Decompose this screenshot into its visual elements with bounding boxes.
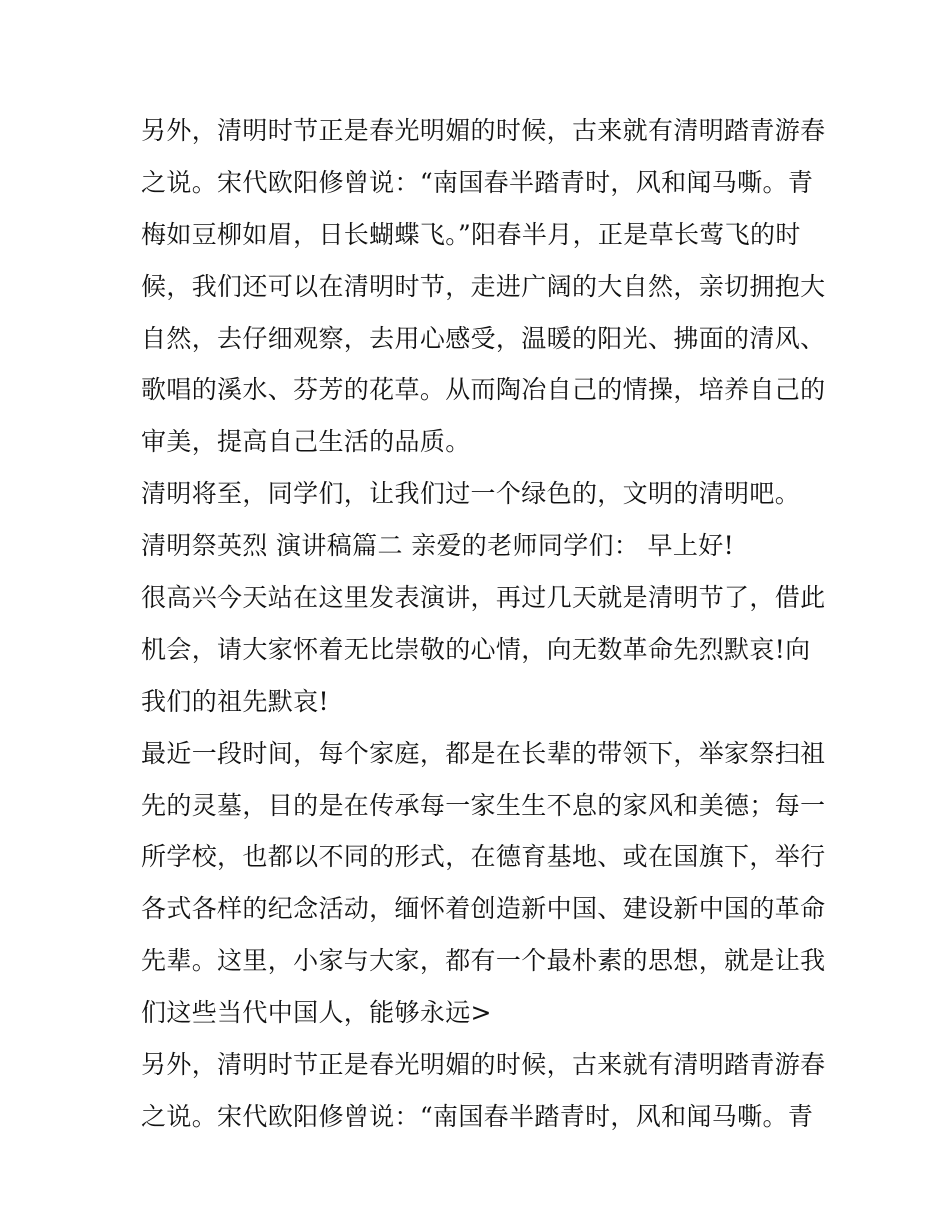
text-line: 之说。宋代欧阳修曾说：“南国春半踏青时，风和闻马嘶。青 — [141, 1101, 814, 1131]
text-line: 先的灵墓，目的是在传承每一家生生不息的家风和美德；每一 — [141, 790, 826, 820]
text-line: 审美，提高自己生活的品质。 — [141, 427, 471, 457]
text-line: 清明将至，同学们，让我们过一个绿色的，文明的清明吧。 — [141, 479, 801, 509]
text-line: 各式各样的纪念活动，缅怀着创造新中国、建设新中国的革命 — [141, 894, 826, 924]
text-line: 先辈。这里，小家与大家，都有一个最朴素的思想，就是让我 — [141, 946, 826, 976]
text-line: 们这些当代中国人，能够永远> — [141, 998, 492, 1028]
text-line: 最近一段时间，每个家庭，都是在长辈的带领下，举家祭扫祖 — [141, 738, 826, 768]
text-line: 另外，清明时节正是春光明媚的时候，古来就有清明踏青游春 — [141, 1050, 826, 1080]
text-line: 机会，请大家怀着无比崇敬的心情，向无数革命先烈默哀!向 — [141, 634, 811, 664]
text-line: 歌唱的溪水、芬芳的花草。从而陶冶自己的情操，培养自己的 — [141, 375, 826, 405]
text-line: 梅如豆柳如眉，日长蝴蝶飞。”阳春半月，正是草长莺飞的时 — [141, 219, 801, 249]
text-line: 之说。宋代欧阳修曾说：“南国春半踏青时，风和闻马嘶。青 — [141, 167, 814, 197]
text-line: 候，我们还可以在清明时节，走进广阔的大自然，亲切拥抱大 — [141, 271, 826, 301]
section-heading-line: 清明祭英烈 演讲稿篇二 亲爱的老师同学们： 早上好! — [141, 531, 734, 561]
text-line: 很高兴今天站在这里发表演讲，再过几天就是清明节了，借此 — [141, 583, 826, 613]
text-line: 我们的祖先默哀! — [141, 686, 329, 716]
text-line: 另外，清明时节正是春光明媚的时候，古来就有清明踏青游春 — [141, 116, 826, 145]
body-text — [141, 105, 826, 1143]
text-line: 所学校，也都以不同的形式，在德育基地、或在国旗下，举行 — [141, 842, 826, 872]
text-line: 自然，去仔细观察，去用心感受，温暖的阳光、拂面的清风、 — [141, 323, 826, 353]
